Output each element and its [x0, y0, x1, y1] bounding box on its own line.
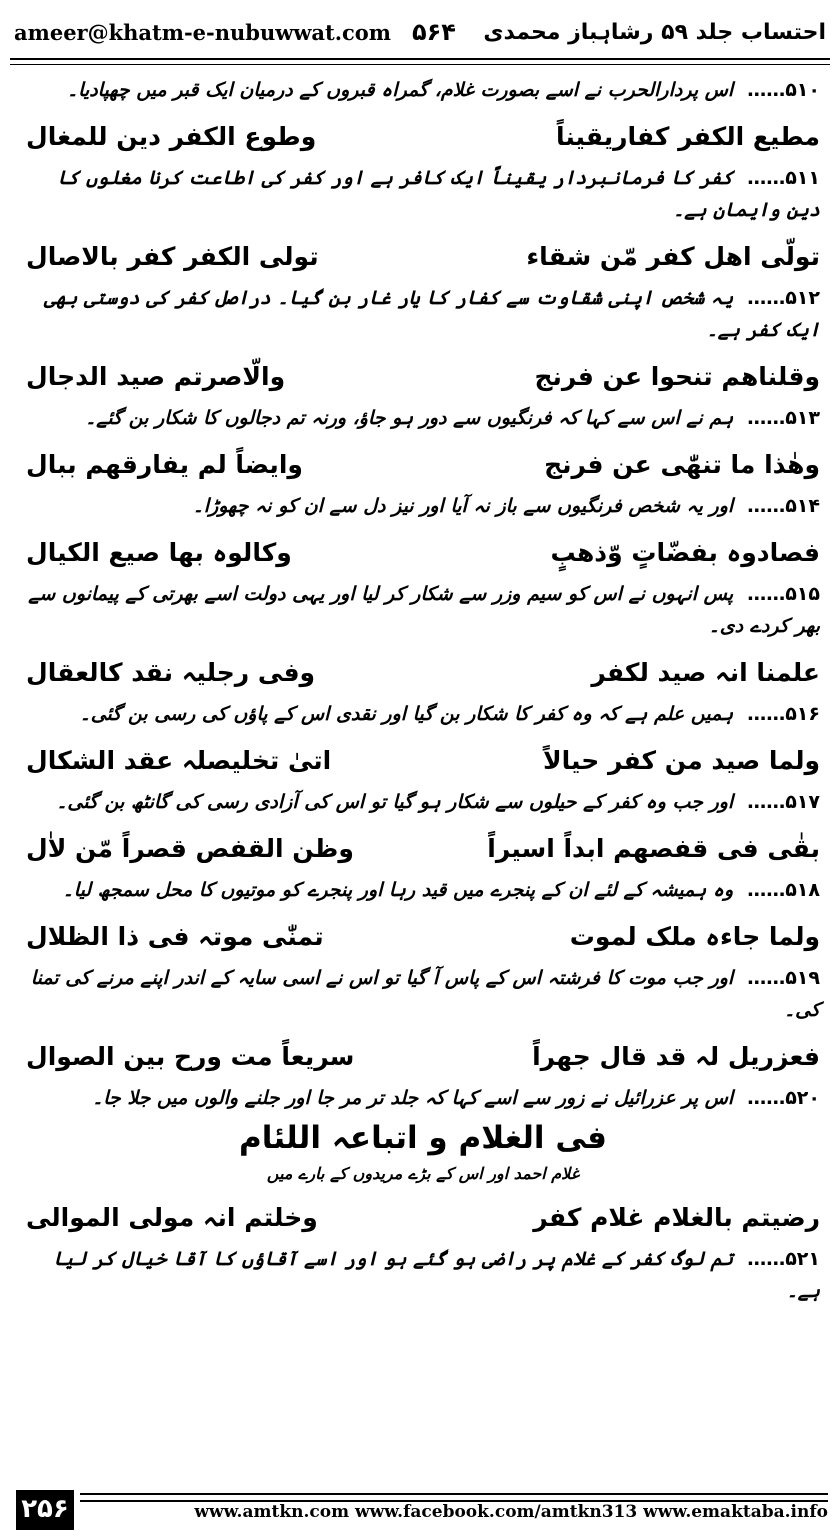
verse-hemistich-first: فعزریل لہ قد قال جھراً	[532, 1041, 820, 1071]
translation-text: ہم نے اس سے کہا کہ فرنگیوں سے دور ہو جاؤ، ورنہ تم دجالوں کا شکار بن گئے۔	[85, 407, 734, 429]
translation-text: ہمیں علم ہے کہ وہ کفر کا شکار بن گیا اور نقدی اس کے پاؤں کی رسی بن گئی۔	[79, 703, 734, 725]
verse-514	[26, 440, 820, 488]
verse-hemistich-first: علمنا انہ صید لکفر	[591, 657, 820, 687]
verse-hemistich-second: وایضاً لم یفارقھم ببال	[26, 449, 303, 479]
verse-hemistich-second: وطوع الکفر دین للمغال	[26, 121, 317, 151]
entry-number: ۵۱۹……	[747, 967, 820, 989]
verse-513	[26, 352, 820, 400]
verse-hemistich-second: وکالوہ بھا صیع الکیال	[26, 537, 292, 567]
header-email: ameer@khatm-e-nubuwwat.com	[14, 20, 392, 45]
translation-text: اور جب موت کا فرشتہ اس کے پاس آ گیا تو اس نے اسی سایہ کے اندر اپنے مرنے کی تمنا کی۔	[30, 967, 820, 1021]
verse-hemistich-second: وظن القفص قصراً مّن لاٰل	[26, 833, 354, 863]
translation-text: وہ ہمیشہ کے لئے ان کے پنجرے میں قید رہا اور پنجرے کو موتیوں کا محل سمجھ لیا۔	[62, 879, 734, 901]
translation-text: یہ شخص اپنی شقاوت سے کفار کا یار غار بن گیا۔ دراصل کفر کی دوستی بھی ایک کفر ہے۔	[43, 287, 820, 341]
entry-number: ۵۱۳……	[747, 407, 820, 429]
translation-text: کفر کا فرمانبردار یقیناً ایک کافر ہے اور کفر کی اطاعت کرنا مغلوں کا دین وایمان ہے۔	[57, 167, 820, 221]
entry-number: ۵۱۵……	[747, 583, 820, 605]
verse-hemistich-first: وقلناھم تنحوا عن فرنج	[534, 361, 820, 391]
verse-515	[26, 528, 820, 576]
verse-hemistich-second: وفی رجلیہ نقد کالعقال	[26, 657, 316, 687]
verse-518	[26, 824, 820, 872]
verse-hemistich-first: وھٰذا ما تنھّٰی عن فرنج	[544, 449, 820, 479]
translation-text: پس انہوں نے اس کو سیم وزر سے شکار کر لیا اور یہی دولت اسے بھرتی کے پیمانوں سے بھر کردے دی۔	[28, 583, 820, 637]
translation-text: اور یہ شخص فرنگیوں سے باز نہ آیا اور نیز دل سے ان کو نہ چھوڑا۔	[192, 495, 734, 517]
verse-hemistich-first: مطیع الکفر کفاریقیناً	[555, 121, 820, 151]
verse-hemistich-first: فصادوہ بفضّاتٍ وّذھبٍ	[550, 537, 820, 567]
entry-number: ۵۱۱……	[747, 167, 820, 189]
translation-520	[26, 1082, 820, 1114]
verse-hemistich-second: اتیٰ تخلیصلہ عقد الشکال	[26, 745, 332, 775]
translation-521	[26, 1243, 820, 1307]
verse-520	[26, 1032, 820, 1080]
verse-hemistich-second: سریعاً مت ورح بین الصوال	[26, 1041, 355, 1071]
entry-number: ۵۱۸……	[747, 879, 820, 901]
verse-512	[26, 232, 820, 280]
entry-number: ۵۱۶……	[747, 703, 820, 725]
header-page-number: ۵۶۴	[412, 18, 456, 46]
entry-number: ۵۱۲……	[747, 287, 820, 309]
translation-517	[26, 786, 820, 818]
verse-521	[26, 1193, 820, 1241]
verse-hemistich-second: تمنّٰی موتہ فی ذا الظلال	[26, 921, 324, 951]
translation-512	[26, 282, 820, 346]
entry-number: ۵۲۱……	[747, 1248, 820, 1270]
translation-516	[26, 698, 820, 730]
translation-text: اس پر عزرائیل نے زور سے اسے کہا کہ جلد تر مر جا اور جلنے والوں میں جلا جا۔	[92, 1087, 734, 1109]
verse-hemistich-first: ولما صید من کفر حیالاً	[543, 745, 820, 775]
footer-links[interactable]: www.amtkn.com www.facebook.com/amtkn313 www.emaktaba.info	[194, 1502, 828, 1522]
entry-number: ۵۲۰……	[747, 1087, 820, 1109]
verse-511	[26, 112, 820, 160]
translation-511	[26, 162, 820, 226]
verse-hemistich-second: وخلتم انہ مولی الموالی	[26, 1202, 318, 1232]
verse-hemistich-first: ولما جاءہ ملک لموت	[569, 921, 820, 951]
footer-page-number: ۲۵۶	[16, 1490, 74, 1530]
verse-517	[26, 736, 820, 784]
section-subtitle: غلام احمد اور اس کے بڑے مریدوں کے بارے میں	[266, 1164, 580, 1183]
verse-hemistich-second: تولی الکفر کفر بالاصال	[26, 241, 319, 271]
translation-text: اور جب وہ کفر کے حیلوں سے شکار ہو گیا تو اس کی آزادی رسی کی گانٹھ بن گئی۔	[56, 791, 734, 813]
translation-518	[26, 874, 820, 906]
translation-513	[26, 402, 820, 434]
section-title: فی الغلام و اتباعہ اللئام	[239, 1120, 607, 1156]
page-footer	[16, 1490, 828, 1530]
verse-hemistich-first: رضیتم بالغلام غلام کفر	[533, 1202, 820, 1232]
translation-text: تم لوگ کفر کے غلام پر راضی ہو گئے ہو اور اسے آقاؤں کا آقا خیال کر لیا ہے۔	[52, 1248, 820, 1302]
page-body	[26, 72, 820, 1313]
translation-519	[26, 962, 820, 1026]
verse-519	[26, 912, 820, 960]
verse-hemistich-first: تولّی اھل کفر مّن شقاء	[526, 241, 820, 271]
entry-number: ۵۱۰……	[747, 79, 820, 101]
verse-516	[26, 648, 820, 696]
verse-hemistich-second: والّاصرتم صید الدجال	[26, 361, 286, 391]
translation-510	[26, 74, 820, 106]
verse-hemistich-first: بقٰی فی قفصھم ابداً اسیراً	[487, 833, 820, 863]
translation-text: اس پردارالحرب نے اسے بصورت غلام، گمراہ قبروں کے درمیان ایک قبر میں چھپادیا۔	[67, 79, 734, 101]
translation-515	[26, 578, 820, 642]
header-rule	[10, 58, 830, 65]
footer-rule	[80, 1493, 828, 1502]
translation-514	[26, 490, 820, 522]
entry-number: ۵۱۴……	[747, 495, 820, 517]
entry-number: ۵۱۷……	[747, 791, 820, 813]
page-header	[14, 18, 826, 58]
header-book-title: احتساب جلد ۵۹ رشاہباز محمدی	[483, 20, 826, 45]
